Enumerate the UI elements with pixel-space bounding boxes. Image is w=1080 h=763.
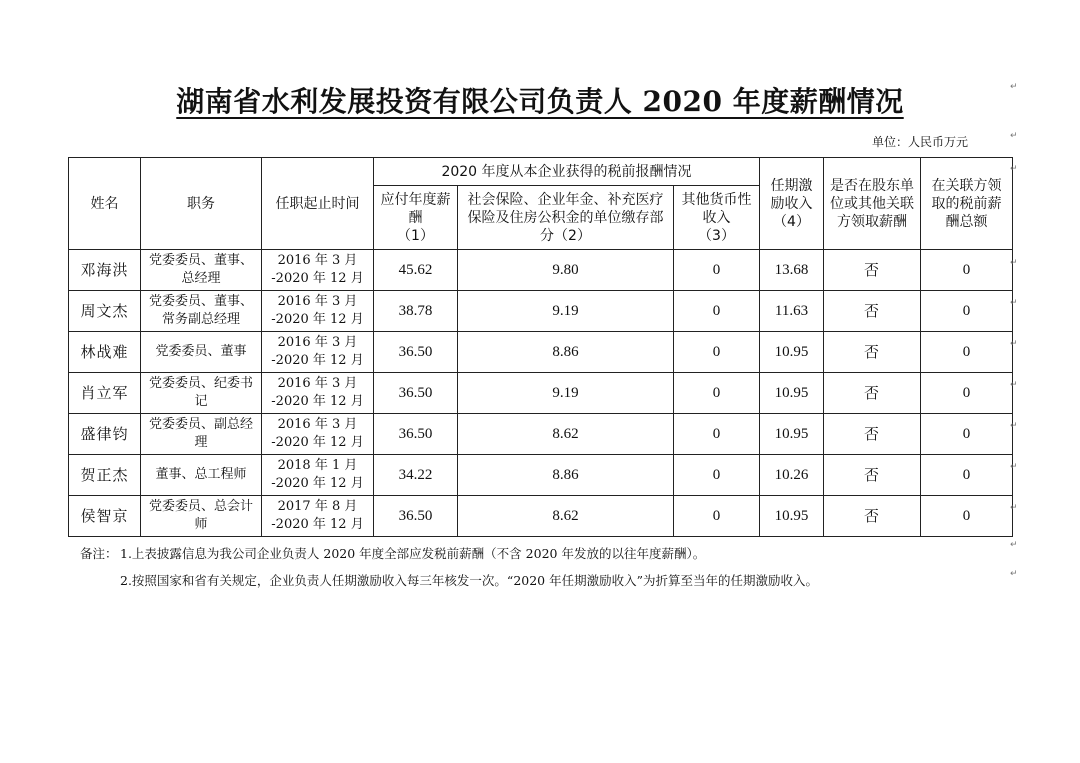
name-cell: 侯智京	[69, 496, 141, 537]
other-income-cell: 0	[674, 332, 760, 373]
period-end: -2020 年 12 月	[271, 435, 364, 450]
table-row	[69, 496, 1013, 537]
header-social-insurance	[458, 186, 674, 250]
header-position: 职务	[141, 158, 262, 250]
related-total-cell: 0	[921, 250, 1013, 291]
header-annual-salary	[374, 186, 458, 250]
annual-salary-cell: 38.78	[374, 291, 458, 332]
paragraph-mark: ↵	[1010, 131, 1018, 141]
other-income-cell: 0	[674, 414, 760, 455]
header-incentive-note: （4）	[773, 213, 810, 230]
table-row	[69, 291, 1013, 332]
related-total-cell: 0	[921, 373, 1013, 414]
period-start: 2016 年 3 月	[277, 294, 358, 309]
note-1-text: 1.上表披露信息为我公司企业负责人 2020 年度全部应发税前薪酬（不含 2020 年发放的以往年度薪酬）。	[120, 546, 706, 561]
position-cell: 党委委员、董事	[141, 332, 262, 373]
paragraph-mark: ↵	[1010, 164, 1018, 174]
paragraph-mark: ↵	[1010, 421, 1018, 431]
period-cell	[262, 332, 374, 373]
shareholder-cell: 否	[824, 291, 921, 332]
table-row	[69, 455, 1013, 496]
period-start: 2016 年 3 月	[277, 253, 358, 268]
note-2: 2.按照国家和省有关规定，企业负责人任期激励收入每三年核发一次。“2020 年任期激励收入”为折算至当年的任期激励收入。	[120, 573, 818, 588]
period-start: 2016 年 3 月	[277, 376, 358, 391]
header-name: 姓名	[69, 158, 141, 250]
shareholder-cell: 否	[824, 496, 921, 537]
position-cell: 党委委员、纪委书记	[141, 373, 262, 414]
table-row	[69, 250, 1013, 291]
shareholder-cell: 否	[824, 373, 921, 414]
period-cell	[262, 414, 374, 455]
related-total-cell: 0	[921, 291, 1013, 332]
period-start: 2016 年 3 月	[277, 417, 358, 432]
social-insurance-cell: 8.86	[458, 455, 674, 496]
related-total-cell: 0	[921, 414, 1013, 455]
other-income-cell: 0	[674, 496, 760, 537]
period-end: -2020 年 12 月	[271, 394, 364, 409]
annual-salary-cell: 34.22	[374, 455, 458, 496]
annual-salary-cell: 45.62	[374, 250, 458, 291]
period-start: 2017 年 8 月	[277, 499, 358, 514]
shareholder-cell: 否	[824, 455, 921, 496]
name-cell: 周文杰	[69, 291, 141, 332]
period-start: 2016 年 3 月	[277, 335, 358, 350]
currency-unit-label: 单位：人民币万元	[872, 135, 969, 149]
salary-table-body	[69, 250, 1013, 537]
period-cell	[262, 496, 374, 537]
position-cell: 党委委员、董事、常务副总经理	[141, 291, 262, 332]
incentive-cell: 10.95	[760, 373, 824, 414]
incentive-cell: 10.95	[760, 414, 824, 455]
table-row	[69, 414, 1013, 455]
paragraph-mark: ↵	[1010, 503, 1018, 513]
notes-prefix: 备注：	[80, 546, 118, 561]
name-cell: 邓海洪	[69, 250, 141, 291]
social-insurance-cell: 9.80	[458, 250, 674, 291]
note-1	[80, 540, 818, 567]
incentive-cell: 10.95	[760, 332, 824, 373]
shareholder-cell: 否	[824, 332, 921, 373]
header-other-income-label: 其他货币性收入	[681, 191, 752, 226]
other-income-cell: 0	[674, 455, 760, 496]
social-insurance-cell: 9.19	[458, 373, 674, 414]
header-incentive-label: 任期激励收入	[770, 177, 813, 212]
related-total-cell: 0	[921, 332, 1013, 373]
social-insurance-cell: 8.62	[458, 496, 674, 537]
header-other-income	[674, 186, 760, 250]
incentive-cell: 13.68	[760, 250, 824, 291]
paragraph-mark: ↵	[1010, 380, 1018, 390]
shareholder-cell: 否	[824, 250, 921, 291]
header-pretax-group: 2020 年度从本企业获得的税前报酬情况	[374, 158, 760, 186]
other-income-cell: 0	[674, 250, 760, 291]
header-other-income-note: （3）	[698, 227, 735, 244]
period-end: -2020 年 12 月	[271, 271, 364, 286]
paragraph-mark: ↵	[1010, 339, 1018, 349]
paragraph-mark: ↵	[1010, 540, 1018, 550]
period-cell	[262, 291, 374, 332]
name-cell: 林战难	[69, 332, 141, 373]
annual-salary-cell: 36.50	[374, 373, 458, 414]
paragraph-mark: ↵	[1010, 258, 1018, 268]
paragraph-mark: ↵	[1010, 298, 1018, 308]
paragraph-mark: ↵	[1010, 462, 1018, 472]
period-end: -2020 年 12 月	[271, 353, 364, 368]
annual-salary-cell: 36.50	[374, 332, 458, 373]
period-end: -2020 年 12 月	[271, 312, 364, 327]
position-cell: 党委委员、董事、总经理	[141, 250, 262, 291]
header-shareholder: 是否在股东单位或其他关联方领取薪酬	[824, 158, 921, 250]
annual-salary-cell: 36.50	[374, 414, 458, 455]
notes-section	[80, 540, 818, 594]
name-cell: 肖立军	[69, 373, 141, 414]
incentive-cell: 10.95	[760, 496, 824, 537]
other-income-cell: 0	[674, 291, 760, 332]
period-cell	[262, 455, 374, 496]
name-cell: 盛律钧	[69, 414, 141, 455]
period-cell	[262, 250, 374, 291]
document-title: 湖南省水利发展投资有限公司负责人 2020 年度薪酬情况	[176, 85, 904, 118]
incentive-cell: 11.63	[760, 291, 824, 332]
header-annual-salary-note: （1）	[397, 227, 434, 244]
header-incentive	[760, 158, 824, 250]
paragraph-mark: ↵	[1010, 82, 1018, 92]
header-period: 任职起止时间	[262, 158, 374, 250]
period-cell	[262, 373, 374, 414]
period-end: -2020 年 12 月	[271, 517, 364, 532]
salary-table	[68, 157, 1013, 537]
name-cell: 贺正杰	[69, 455, 141, 496]
table-row	[69, 332, 1013, 373]
position-cell: 党委委员、总会计师	[141, 496, 262, 537]
header-social-insurance-label: 社会保险、企业年金、补充医疗保险及住房公积金的单位缴存部分	[467, 191, 664, 244]
shareholder-cell: 否	[824, 414, 921, 455]
incentive-cell: 10.26	[760, 455, 824, 496]
other-income-cell: 0	[674, 373, 760, 414]
related-total-cell: 0	[921, 496, 1013, 537]
related-total-cell: 0	[921, 455, 1013, 496]
header-related-total: 在关联方领取的税前薪酬总额	[921, 158, 1013, 250]
header-annual-salary-label: 应付年度薪酬	[380, 191, 451, 226]
period-end: -2020 年 12 月	[271, 476, 364, 491]
position-cell: 党委委员、副总经理	[141, 414, 262, 455]
period-start: 2018 年 1 月	[277, 458, 358, 473]
position-cell: 董事、总工程师	[141, 455, 262, 496]
social-insurance-cell: 8.62	[458, 414, 674, 455]
header-social-insurance-note: （2）	[554, 227, 591, 244]
paragraph-mark: ↵	[1010, 569, 1018, 579]
annual-salary-cell: 36.50	[374, 496, 458, 537]
social-insurance-cell: 9.19	[458, 291, 674, 332]
table-row	[69, 373, 1013, 414]
social-insurance-cell: 8.86	[458, 332, 674, 373]
